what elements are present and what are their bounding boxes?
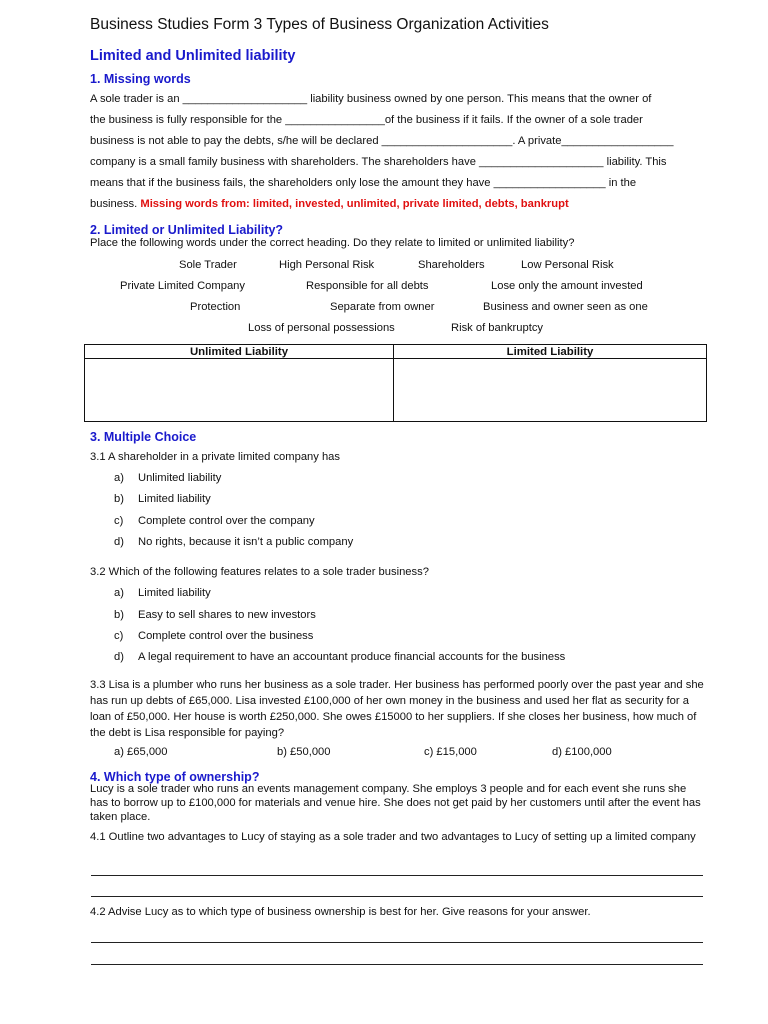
paragraph-line: means that if the business fails, the shareholders only lose the amount they have __________________ in the <box>90 177 637 189</box>
question-4-2: 4.2 Advise Lucy as to which type of business ownership is best for her. Give reasons for your answer. <box>90 906 591 918</box>
paragraph-line: A sole trader is an ____________________ liability business owned by one person. This means that the owner of <box>90 93 652 105</box>
word-sole-trader: Sole Trader <box>179 259 237 271</box>
answer-line[interactable] <box>91 942 703 943</box>
paragraph-line: company is a small family business with shareholders. The shareholders have ____________________ liability. This <box>90 156 667 168</box>
question-4-1: 4.1 Outline two advantages to Lucy of staying as a sole trader and two advantages to Lucy of setting up a limited company <box>90 831 696 843</box>
section-3-heading: 3. Multiple Choice <box>90 430 197 444</box>
paragraph-line: the business is fully responsible for the ________________of the business if it fails. If the owner of a sole trader <box>90 114 643 126</box>
word-loss-of-possessions: Loss of personal possessions <box>248 322 395 334</box>
header-unlimited-liability: Unlimited Liability <box>85 345 394 359</box>
option-text: Complete control over the company <box>138 515 315 527</box>
word-low-personal-risk: Low Personal Risk <box>521 259 614 271</box>
paragraph-text: business. <box>90 198 141 210</box>
missing-words-paragraph <box>90 89 704 215</box>
option-3-3-d: d) £100,000 <box>552 746 612 758</box>
option-letter: d) <box>114 536 124 548</box>
section-2-heading: 2. Limited or Unlimited Liability? <box>90 223 284 237</box>
word-shareholders: Shareholders <box>418 259 485 271</box>
paragraph-line: business is not able to pay the debts, s/he will be declared _____________________. A private__________________ <box>90 135 674 147</box>
option-3-3-a: a) £65,000 <box>114 746 168 758</box>
main-heading: Limited and Unlimited liability <box>90 48 296 64</box>
option-text: Unlimited liability <box>138 472 222 484</box>
section-2-instruction: Place the following words under the correct heading. Do they relate to limited or unlimited liability? <box>90 237 575 249</box>
section-4-intro: Lucy is a sole trader who runs an events management company. She employs 3 people and for each event she runs she has to borrow up to £100,000 for materials and venue hire. She does not get paid by her customers until after the event has taken place. <box>90 783 701 823</box>
section-4-heading: 4. Which type of ownership? <box>90 770 260 784</box>
option-text: Complete control over the business <box>138 630 314 642</box>
word-risk-of-bankruptcy: Risk of bankruptcy <box>451 322 544 334</box>
word-protection: Protection <box>190 301 241 313</box>
option-3-3-b: b) £50,000 <box>277 746 331 758</box>
question-3-3: 3.3 Lisa is a plumber who runs her business as a sole trader. Her business has performed poorly over the past year and she has run up debts of £65,000. Lisa invested £100,000 of her own money in the business and used her flat as security for a loan of £50,000. Her house is worth £250,000. She owes £15000 to her suppliers. If she closes her business, how much of the debt is Lisa responsible for paying? <box>90 679 704 739</box>
option-letter: c) <box>114 630 124 642</box>
unlimited-liability-cell[interactable] <box>85 359 394 422</box>
option-letter: a) <box>114 472 124 484</box>
option-3-3-c: c) £15,000 <box>424 746 477 758</box>
word-responsible-for-all-debts: Responsible for all debts <box>306 280 429 292</box>
liability-table <box>84 344 707 422</box>
question-3-2: 3.2 Which of the following features relates to a sole trader business? <box>90 566 429 578</box>
limited-liability-cell[interactable] <box>394 359 707 422</box>
option-letter: a) <box>114 587 124 599</box>
option-letter: b) <box>114 609 124 621</box>
header-limited-liability: Limited Liability <box>394 345 707 359</box>
option-letter: d) <box>114 651 124 663</box>
question-3-1: 3.1 A shareholder in a private limited company has <box>90 451 340 463</box>
paragraph-line-last <box>90 194 704 215</box>
answer-line[interactable] <box>91 964 703 965</box>
option-text: Easy to sell shares to new investors <box>138 609 316 621</box>
word-lose-only-amount-invested: Lose only the amount invested <box>491 280 643 292</box>
word-separate-from-owner: Separate from owner <box>330 301 435 313</box>
option-text: Limited liability <box>138 493 211 505</box>
word-private-limited-company: Private Limited Company <box>120 280 245 292</box>
option-letter: b) <box>114 493 124 505</box>
option-text: Limited liability <box>138 587 211 599</box>
word-high-personal-risk: High Personal Risk <box>279 259 375 271</box>
answer-line[interactable] <box>91 896 703 897</box>
word-business-and-owner-one: Business and owner seen as one <box>483 301 648 313</box>
option-letter: c) <box>114 515 124 527</box>
missing-words-list: Missing words from: limited, invested, unlimited, private limited, debts, bankrupt <box>140 198 569 210</box>
option-text: No rights, because it isn’t a public company <box>138 536 354 548</box>
option-text: A legal requirement to have an accountant produce financial accounts for the business <box>138 651 566 663</box>
answer-line[interactable] <box>91 875 703 876</box>
section-1-heading: 1. Missing words <box>90 72 191 86</box>
document-title: Business Studies Form 3 Types of Business Organization Activities <box>90 16 549 33</box>
